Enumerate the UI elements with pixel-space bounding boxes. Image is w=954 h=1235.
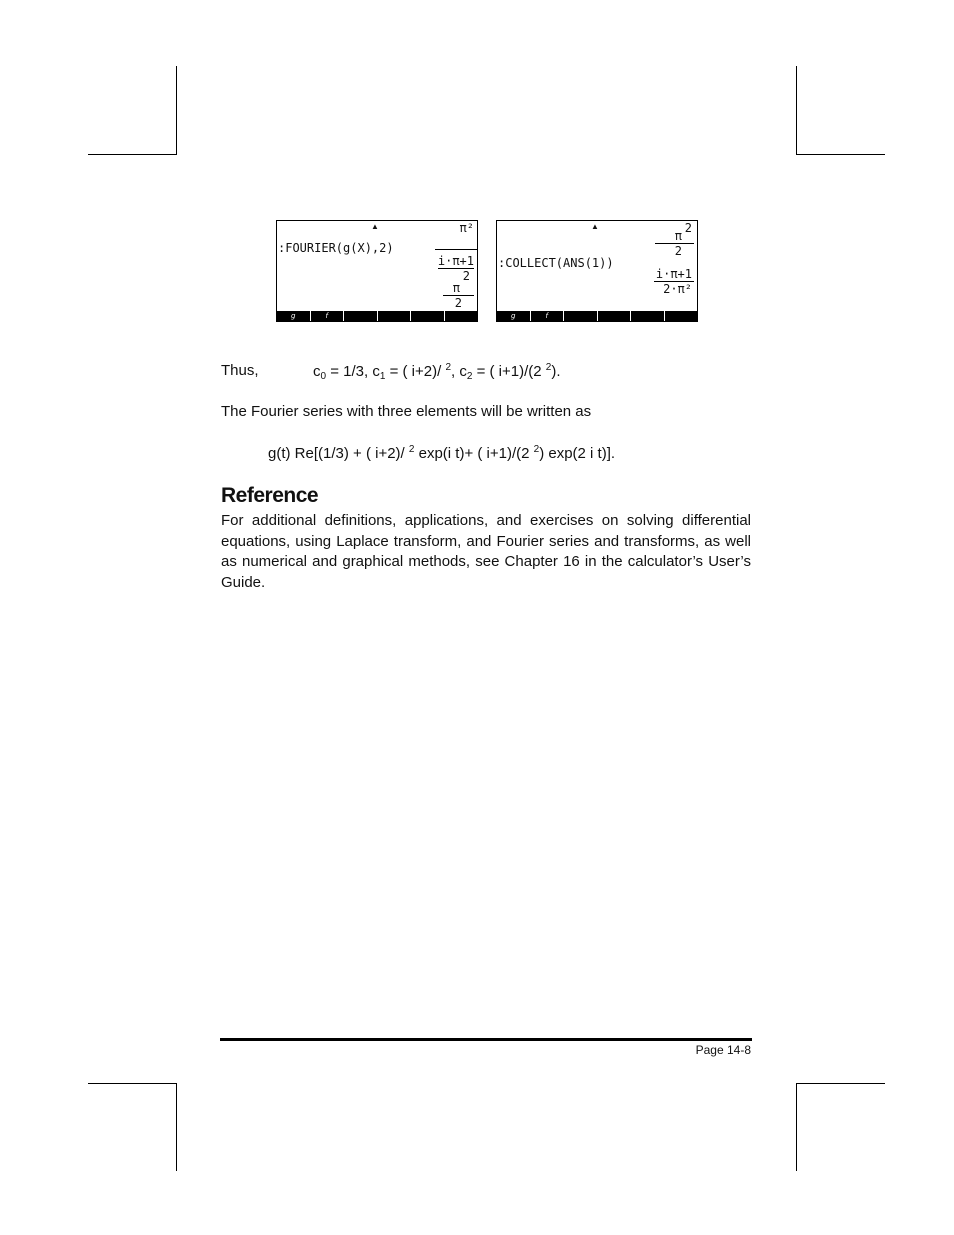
softkey-f[interactable]: f bbox=[311, 311, 345, 321]
result-term: $\frac{i\cdot\pi+1}{2}$ bbox=[437, 254, 474, 283]
coefficients-line: $c_0 = 1/3$, $c_1$ = ( i+2)/ $^2$, $c_2$ = ( i+1)/(2 $^2$). bbox=[313, 362, 561, 382]
softkey-g[interactable]: g bbox=[277, 311, 311, 321]
divider bbox=[435, 249, 477, 250]
softkey-empty[interactable] bbox=[564, 311, 598, 321]
softkey-empty[interactable] bbox=[411, 311, 445, 321]
crop-mark bbox=[88, 1083, 177, 1084]
section-heading: Reference bbox=[221, 484, 319, 507]
result-term: $\frac{i\cdot\pi+1}{\text{2·π²}}$ bbox=[655, 267, 692, 296]
up-arrow-icon: ▲ bbox=[591, 222, 599, 231]
softkey-empty[interactable] bbox=[445, 311, 478, 321]
up-arrow-icon: ▲ bbox=[371, 222, 379, 231]
calculator-screen-collect bbox=[496, 220, 698, 322]
crop-mark bbox=[176, 1083, 177, 1171]
crop-mark bbox=[796, 1083, 885, 1084]
crop-mark bbox=[796, 1083, 797, 1171]
calculator-screen-fourier bbox=[276, 220, 478, 322]
thus-label: Thus, bbox=[221, 362, 259, 379]
softkey-menu bbox=[497, 311, 697, 321]
softkey-empty[interactable] bbox=[665, 311, 698, 321]
command-line: :COLLECT(ANS(1)) bbox=[498, 256, 614, 270]
result-term: $\frac{\pi}{2}$ bbox=[443, 281, 474, 310]
crop-mark bbox=[796, 154, 885, 155]
reference-paragraph: For additional definitions, applications, and exercises on solving differential equations, using Laplace transform, and Fourier series and transforms, as well as numerical and graphical methods, see Chapter 16 in the calculator’s User’s Guide. bbox=[221, 512, 751, 591]
softkey-f[interactable]: f bbox=[531, 311, 565, 321]
crop-mark bbox=[176, 66, 177, 154]
page-number: Page 14-8 bbox=[695, 1043, 751, 1057]
crop-mark bbox=[796, 66, 797, 154]
softkey-empty[interactable] bbox=[631, 311, 665, 321]
crop-mark bbox=[88, 154, 177, 155]
command-line: :FOURIER(g(X),2) bbox=[278, 241, 394, 255]
series-intro: The Fourier series with three elements will be written as bbox=[221, 403, 592, 420]
softkey-menu bbox=[277, 311, 477, 321]
softkey-g[interactable]: g bbox=[497, 311, 531, 321]
result-term: π² bbox=[459, 221, 474, 235]
softkey-empty[interactable] bbox=[344, 311, 378, 321]
softkey-empty[interactable] bbox=[598, 311, 632, 321]
footer-rule bbox=[220, 1038, 752, 1041]
result-term: 2 π 2 bbox=[655, 221, 694, 258]
softkey-empty[interactable] bbox=[378, 311, 412, 321]
fourier-series-formula: g(t) Re[(1/3) + ( i+2)/ $^2$ exp(i t)+ ( i+1)/(2 $^2$) exp(2 i t)]. bbox=[268, 444, 616, 462]
